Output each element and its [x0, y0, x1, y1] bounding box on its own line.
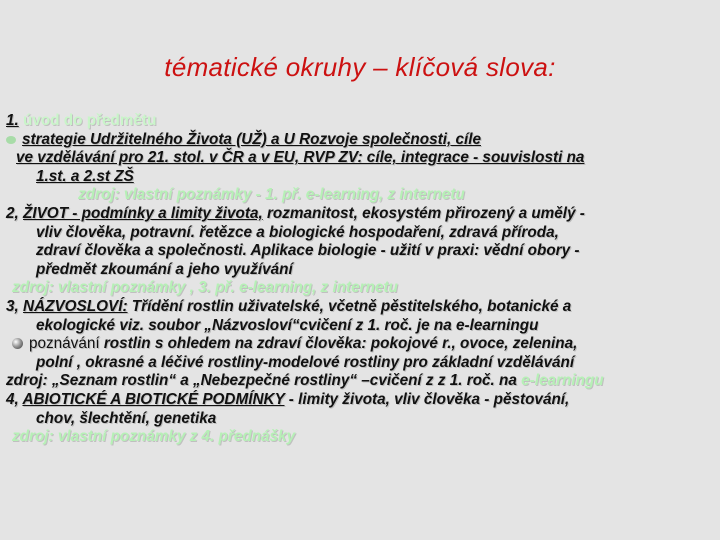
topic-1-line-3: [6, 149, 714, 168]
slide-body: [6, 112, 714, 447]
topic-3-text-4: polní , okrasné a léčivé rostliny-modelové rostliny pro základní vzdělávání: [36, 353, 575, 371]
topic-4-source: [6, 428, 714, 447]
topic-2-heading: [6, 205, 714, 224]
topic-2-line-4: [6, 261, 714, 280]
topic-3-text-3: rostlin s ohledem na zdraví člověka: pokojové r., ovoce, zelenina,: [103, 335, 578, 353]
topic-4-title: ABIOTICKÉ A BIOTICKÉ PODMÍNKY: [22, 390, 285, 408]
topic-4-number: 4,: [6, 390, 23, 408]
topic-4-source-text: zdroj: vlastní poznámky z 4. přednášky: [12, 428, 296, 446]
topic-2-title: ŽIVOT - podmínky a limity života,: [23, 204, 263, 222]
topic-2-text-3: zdraví člověka a společnosti. Aplikace biologie - užití v praxi: vědní obory -: [36, 242, 580, 260]
topic-1-education: ve vzdělávání pro 21. stol. v ČR a v EU, RVP ZV: cíle, integrace - souvislosti na: [16, 149, 585, 167]
topic-3-heading: [6, 298, 714, 317]
topic-1-line-2: [6, 131, 714, 150]
green-dot-icon: [6, 136, 16, 144]
topic-3-source-text: zdroj: „Seznam rostlin“ a „Nebezpečné rostliny“ –cvičení z z 1. roč. na: [6, 372, 522, 390]
topic-4-keywords: - limity života, vliv člověka - pěstování,: [284, 390, 570, 408]
topic-3-number: 3,: [6, 297, 24, 315]
topic-1-line-4: [6, 168, 714, 187]
topic-2-line-3: [6, 242, 714, 261]
topic-3-line-4: [6, 354, 714, 373]
topic-3-source: [6, 372, 714, 391]
gray-sphere-bullet-icon: [12, 338, 23, 349]
topic-2-line-2: [6, 224, 714, 243]
topic-3-title: NÁZVOSLOVÍ:: [23, 297, 128, 315]
topic-3-text-2: ekologické viz. soubor „Názvosloví“cvičení z 1. roč. je na e-learningu: [36, 316, 539, 334]
topic-4-line-2: [6, 410, 714, 429]
topic-2-number: 2,: [6, 204, 24, 222]
topic-1-school-levels: 1.st. a 2.st ZŠ: [36, 167, 134, 185]
topic-2-keywords: rozmanitost, ekosystém přirozený a umělý -: [262, 204, 585, 222]
topic-3-keywords: Třídění rostlin uživatelské, včetně pěstitelského, botanické a: [127, 297, 572, 315]
topic-2-text-4: předmět zkoumání a jeho využívání: [36, 260, 293, 278]
slide-title: tématické okruhy – klíčová slova:: [164, 52, 556, 82]
topic-1-source-text: zdroj: vlastní poznámky - 1. př. e-learning, z internetu: [78, 186, 465, 204]
topic-2-source: [6, 279, 714, 298]
topic-3-line-3: [6, 335, 714, 354]
topic-1-heading: [6, 112, 714, 131]
topic-3-source-elearning: e-learningu: [521, 372, 604, 390]
topic-2-text-2: vliv člověka, potravní. řetězce a biologické hospodaření, zdravá příroda,: [36, 223, 559, 241]
topic-3-recognition-label: poznávání: [29, 335, 104, 353]
topic-4-heading: [6, 391, 714, 410]
topic-2-source-text: zdroj: vlastní poznámky , 3. př. e-learning, z internetu: [12, 279, 398, 297]
topic-3-line-2: [6, 317, 714, 336]
topic-1-strategy: strategie Udržitelného Života (UŽ) a U Rozvoje společnosti, cíle: [22, 130, 481, 148]
topic-1-source: [6, 186, 714, 205]
topic-1-title: úvod do předmětu: [18, 112, 157, 129]
topic-4-text-2: chov, šlechtění, genetika: [36, 409, 217, 427]
topic-1-number: 1.: [6, 112, 19, 129]
